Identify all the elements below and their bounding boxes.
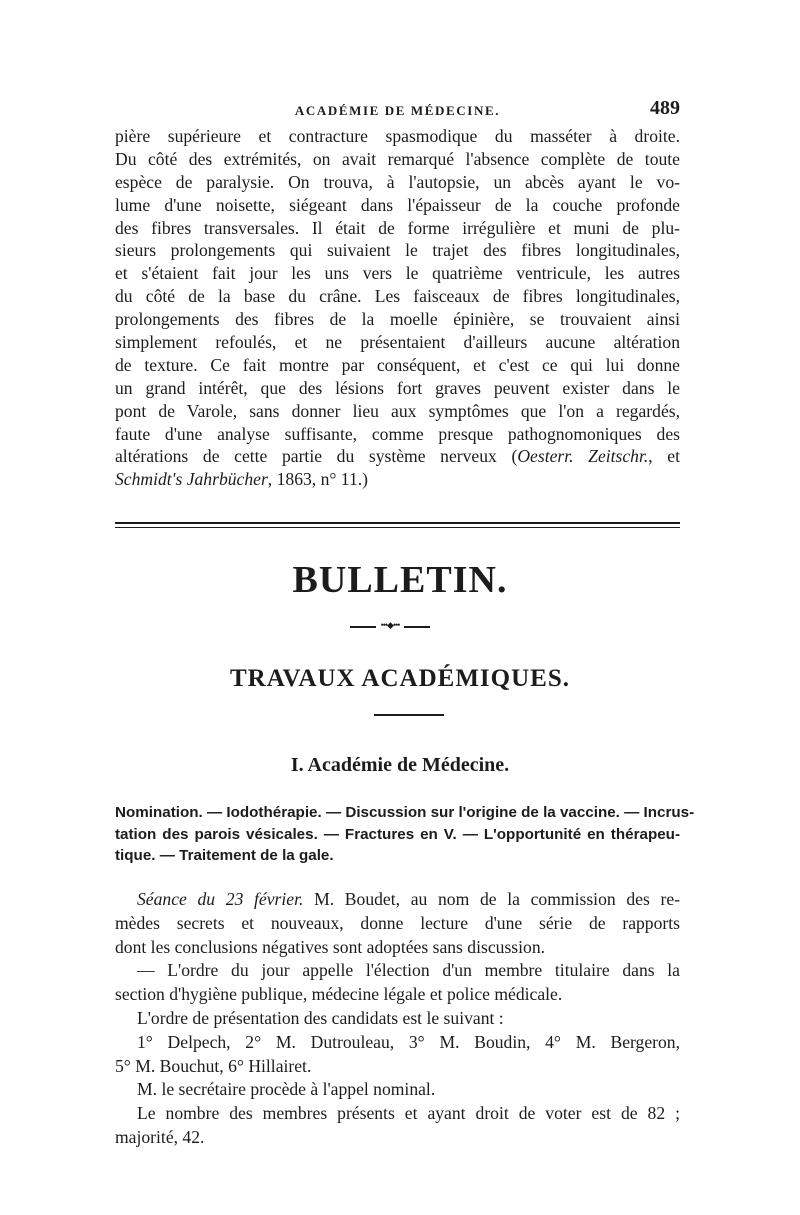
body-line: prolongements des fibres de la moelle épinière, se trouvaient ainsi [115, 309, 680, 330]
seance-line: mèdes secrets et nouveaux, donne lecture d'une série de rapports [115, 912, 680, 933]
body-line: du côté de la base du crâne. Les faisceaux de fibres longitudinales, [115, 286, 680, 307]
journal-name: Oesterr. Zeitschr. [517, 446, 649, 467]
body-line: Du côté des extrémités, on avait remarqué l'absence complète de toute [115, 148, 680, 169]
ornament-bar-left [350, 626, 376, 628]
seance-report [115, 888, 680, 1150]
seance-first-line [115, 888, 680, 912]
travaux-heading: TRAVAUX ACADÉMIQUES. [230, 665, 570, 692]
body-line: un grand intérêt, que des lésions fort graves peuvent exister dans le [115, 377, 680, 398]
page-number: 489 [650, 97, 680, 119]
body-line: et s'étaient fait jour les uns vers le quatrième ventricule, les autres [115, 263, 680, 284]
bulletin-heading: BULLETIN. [292, 559, 508, 601]
seance-line: Le nombre des membres présents et ayant droit de voter est de 82 ; [137, 1103, 680, 1124]
ornament-divider [350, 620, 430, 630]
divider-thin-rule [115, 527, 680, 528]
body-line: sieurs prolongements qui suivaient le trajet des fibres longitudinales, [115, 240, 680, 261]
journal-name: Schmidt's Jahrbücher [115, 469, 268, 490]
session-summary [115, 802, 695, 867]
body-paragraph [115, 125, 680, 491]
ornament-dots: •••◆••• [380, 620, 400, 630]
citation-pre: altérations de cette partie du système nerveux ( [115, 446, 518, 467]
running-head [115, 97, 680, 121]
body-line: faute d'une analyse suffisante, comme presque pathognomoniques des [115, 423, 680, 444]
seance-line: majorité, 42. [115, 1126, 205, 1147]
body-line: pont de Varole, sans donner lieu aux symptômes que l'on a regardés, [115, 400, 680, 421]
divider-thick-rule [115, 522, 680, 524]
summary-line: tique. — Traitement de la gale. [115, 847, 334, 864]
section-divider [115, 522, 680, 528]
citation-end: , 1863, n° 11.) [267, 469, 369, 490]
seance-line: section d'hygiène publique, médecine légale et police médicale. [115, 984, 563, 1005]
seance-line: dont les conclusions négatives sont adoptées sans discussion. [115, 936, 546, 957]
body-line: simplement refoulés, et ne présentaient d'ailleurs aucune altération [115, 332, 680, 353]
body-line: lume d'une noisette, siégeant dans l'épaisseur de la couche profonde [115, 194, 680, 215]
summary-line: tation des parois vésicales. — Fractures en V. — L'opportunité en thérapeu- [115, 825, 680, 843]
body-line-citation [115, 445, 680, 468]
seance-line: 5° M. Bouchut, 6° Hillairet. [115, 1055, 312, 1076]
seance-line: — L'ordre du jour appelle l'élection d'un membre titulaire dans la [137, 960, 680, 981]
summary-line: Nomination. — Iodothérapie. — Discussion sur l'origine de la vaccine. — Incrus- [115, 804, 695, 821]
seance-date: Séance du 23 février. [137, 889, 304, 909]
running-head-title: ACADÉMIE DE MÉDECINE. [294, 103, 501, 118]
seance-line: M. le secrétaire procède à l'appel nominal. [137, 1079, 436, 1100]
body-line: de texture. Ce fait montre par conséquent, et c'est ce qui lui donne [115, 354, 680, 375]
seance-line: L'ordre de présentation des candidats est le suivant : [137, 1007, 504, 1028]
body-line: espèce de paralysie. On trouva, à l'autopsie, un abcès ayant le vo- [115, 171, 680, 192]
academie-heading: I. Académie de Médecine. [290, 754, 510, 776]
short-rule [374, 714, 444, 716]
citation-post: , et [648, 446, 681, 467]
seance-line: 1° Delpech, 2° M. Dutrouleau, 3° M. Boudin, 4° M. Bergeron, [137, 1031, 680, 1052]
ornament-bar-right [404, 626, 430, 628]
body-line: des fibres transversales. Il était de forme irrégulière et muni de plu- [115, 217, 680, 238]
seance-line-rest: M. Boudet, au nom de la commission des re- [303, 889, 681, 909]
body-line-citation-end [115, 468, 680, 491]
body-line: pière supérieure et contracture spasmodique du masséter à droite. [115, 126, 680, 146]
